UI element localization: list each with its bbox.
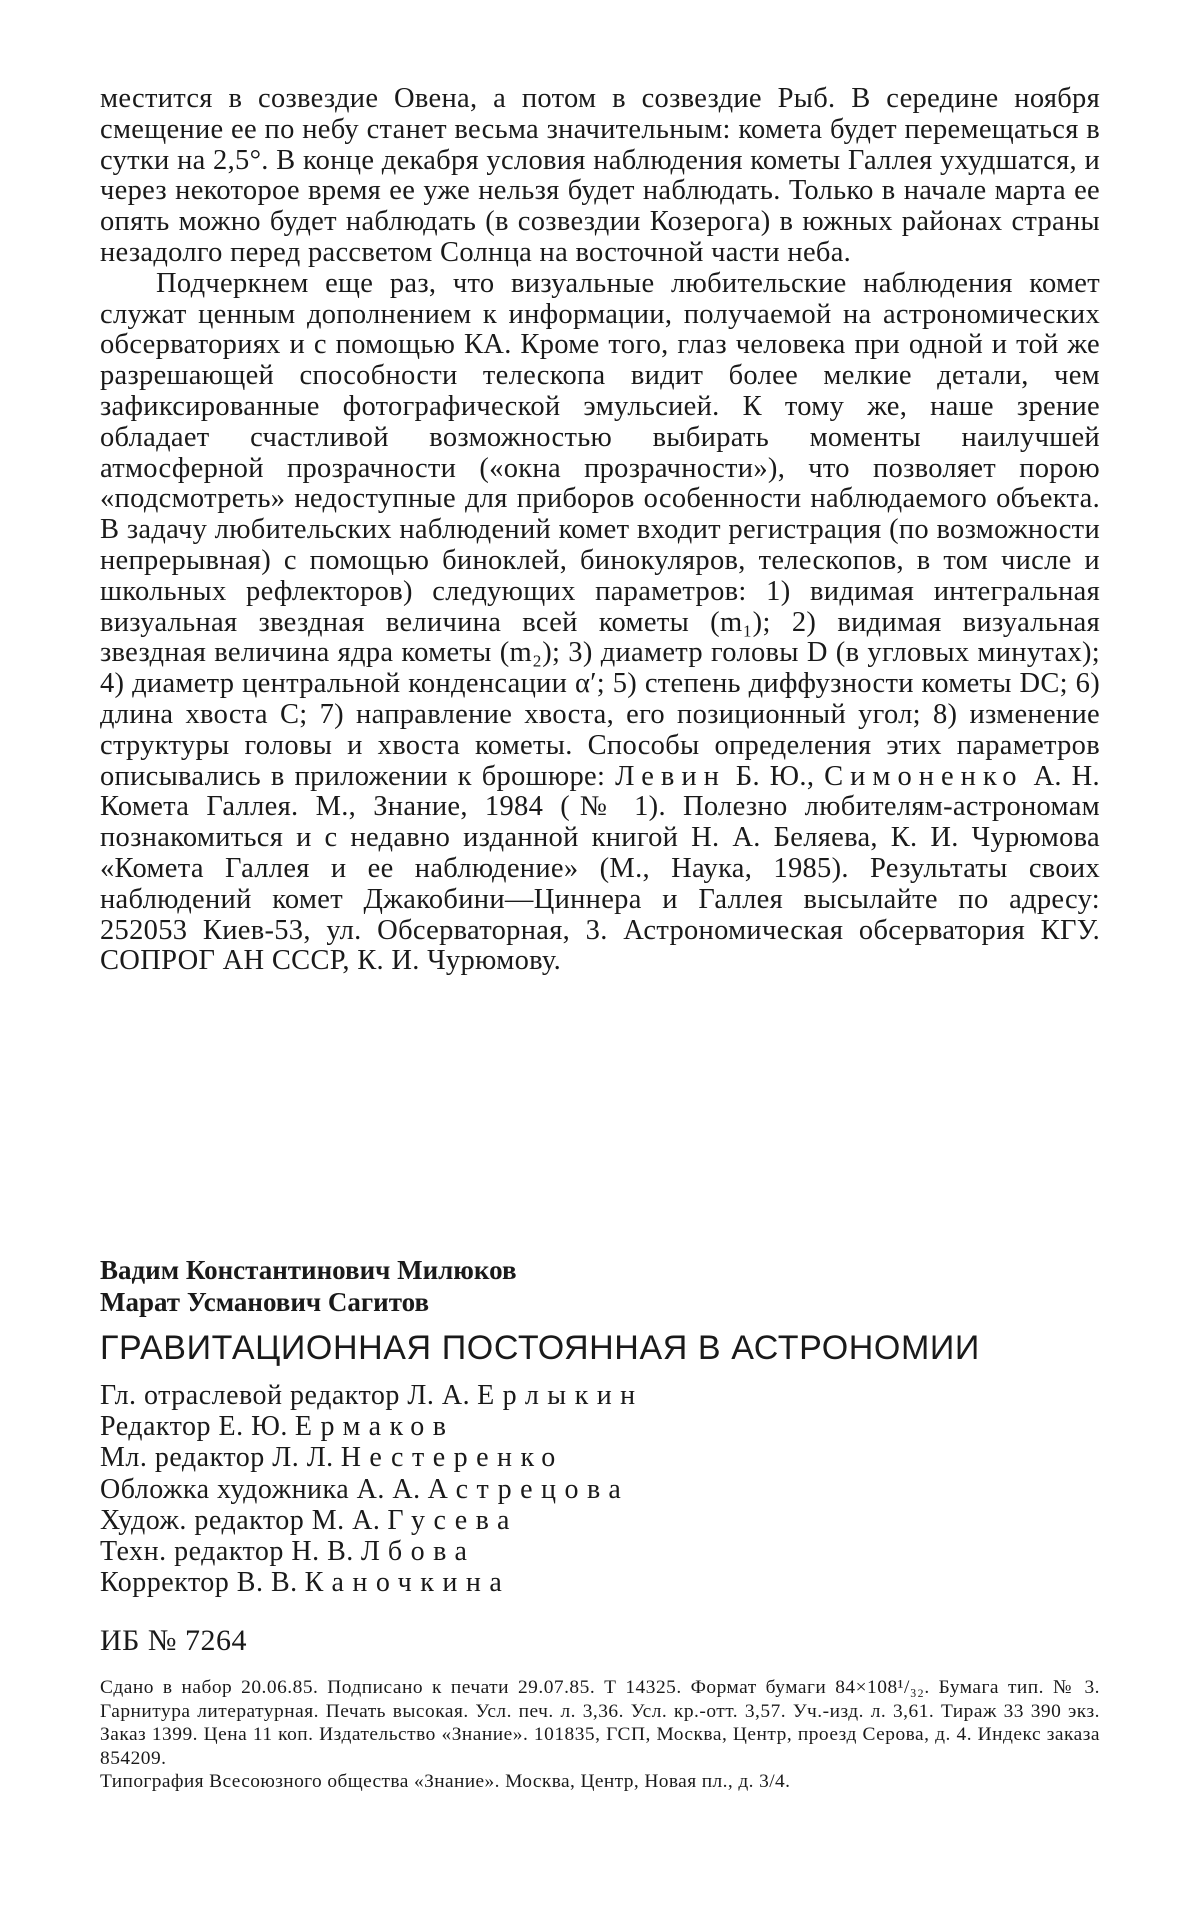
body-text bbox=[100, 84, 1100, 977]
paragraph-2-start: Подчеркнем еще раз, что визуальные любительские наблюдения комет служат ценным дополнением к информации, получаемой на астрономических обсерваториях и с помощью КА. Кроме того, глаз человека при одной и той же разрешающей способности телескопа видит более мелкие детали, чем зафиксированные фотографической эмульсией. К тому же, наше зрение обладает счастливой возможностью выбирать моменты наилучшей атмосферной прозрачности («окна прозрачности»), что позволяет порою «подсмотреть» недоступные для приборов особенности наблюдаемого объекта. В задачу любительских наблюдений комет входит регистрация (по возможности непрерывная) с помощью биноклей, бинокуляров, телескопов, в том числе и школьных рефлекторов) следующих параметров: 1) видимая интегральная визуальная звездная величина всей кометы (m₁); 2) видимая визуальная звездная величина ядра кометы (m₂); 3) диаметр головы D (в угловых минутах); 4) диаметр центральной конденсации α′; 5) степень диффузности кометы DC; 6) длина хвоста C; 7) направление хвоста, его позиционный угол; 8) изменение структуры головы и хвоста кометы. Способы определения этих параметров описывались в приложении к брошюре: bbox=[100, 267, 1100, 792]
main-text bbox=[100, 84, 1100, 977]
author-name-2: Марат Усманович Сагитов bbox=[100, 1287, 430, 1317]
credit-role: Техн. редактор Н. В. bbox=[100, 1536, 354, 1568]
credit-name: Лбова bbox=[360, 1536, 476, 1568]
credit-line bbox=[100, 1505, 1100, 1536]
credits-list bbox=[100, 1380, 1100, 1598]
credit-name: Ермаков bbox=[294, 1411, 455, 1443]
paragraph-1: местится в созвездие Овена, а потом в созвездие Рыб. В середине ноября смещение ее по небу станет весьма значительным: комета будет перемещаться в сутки на 2,5°. В конце декабря условия наблюдения кометы Галлея ухудшатся, и через некоторое время ее уже нельзя будет наблюдать. Только в начале марта ее опять можно будет наблюдать (в созвездии Козерога) в южных районах страны незадолго перед рассветом Солнца на восточной части неба. bbox=[100, 83, 1100, 268]
credit-line bbox=[100, 1380, 1100, 1411]
imprint-section bbox=[100, 1254, 1100, 1793]
credit-line bbox=[100, 1442, 1100, 1473]
credit-role: Редактор Е. Ю. bbox=[100, 1411, 288, 1443]
credit-role: Худож. редактор М. А. bbox=[100, 1504, 381, 1536]
initials-levin: Б. Ю., bbox=[735, 760, 815, 792]
credit-line bbox=[100, 1411, 1100, 1442]
paragraph-2-end: А. Н. Комета Галлея. М., Знание, 1984 (№ 1). Полезно любителям-астрономам познакомиться и с недавно изданной книгой Н. А. Беляева, К. И. Чурюмова «Комета Галлея и ее наблюдение» (М., Наука, 1985). Результаты своих наблюдений комет Джакобини—Циннера и Галлея высылайте по адресу: 252053 Киев-53, ул. Обсерваторная, 3. Астрономическая обсерватория КГУ. СОПРОГ АН СССР, К. И. Чурюмову. bbox=[100, 760, 1100, 977]
credit-line bbox=[100, 1536, 1100, 1567]
credit-name: Ерлыкин bbox=[477, 1380, 644, 1411]
credit-name: Гусева bbox=[387, 1504, 518, 1536]
credit-role: Мл. редактор Л. Л. bbox=[100, 1442, 334, 1474]
credit-name: Каночкина bbox=[304, 1567, 511, 1599]
credit-line bbox=[100, 1474, 1100, 1505]
author-levin: Левин bbox=[615, 760, 726, 792]
credit-name: Астрецова bbox=[427, 1473, 630, 1505]
credit-role: Обложка художника А. А. bbox=[100, 1473, 421, 1505]
author-name-1: Вадим Константинович Милюков bbox=[100, 1255, 517, 1285]
publication-details: Сдано в набор 20.06.85. Подписано к печати 29.07.85. Т 14325. Формат бумаги 84×108¹/₃₂. Бумага тип. № 3. Гарнитура литературная. Печать высокая. Усл. печ. л. 3,36. Усл. кр.-отт. 3,57. Уч.-изд. л. 3,61. Тираж 33 390 экз. Заказ 1399. Цена 11 коп. Издательство «Знание». 101835, ГСП, Москва, Центр, проезд Серова, д. 4. Индекс заказа 854209. bbox=[100, 1677, 1100, 1769]
credit-name: Нестеренко bbox=[340, 1442, 564, 1474]
ib-number: ИБ № 7264 bbox=[100, 1624, 248, 1658]
credit-role: Корректор В. В. bbox=[100, 1567, 298, 1599]
author-simonenko: Симоненко bbox=[824, 760, 1024, 792]
book-title: ГРАВИТАЦИОННАЯ ПОСТОЯННАЯ В АСТРОНОМИИ bbox=[100, 1329, 980, 1367]
printer-info: Типография Всесоюзного общества «Знание». Москва, Центр, Новая пл., д. 3/4. bbox=[100, 1771, 791, 1793]
credit-line bbox=[100, 1567, 1100, 1598]
paragraph-2 bbox=[100, 269, 1100, 977]
credit-role: Гл. отраслевой редактор Л. А. bbox=[100, 1380, 471, 1411]
